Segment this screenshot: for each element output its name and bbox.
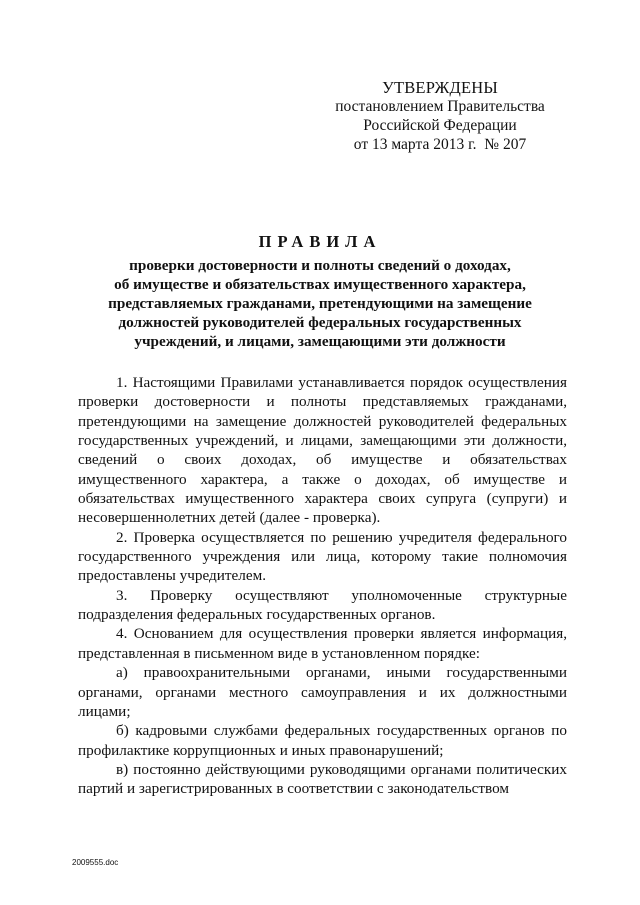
file-name-footer: 2009555.doc — [72, 858, 119, 867]
paragraph-1: 1. Настоящими Правилами устанавливается порядок осуществления проверки достоверности и полноты представляемых гражданами, претендующими на замещение должностей руководителей федеральных государственных учреждений, и лицами, замещающими эти должности, сведений о своих доходах, об имуществе и обязательствах имущественного характера, а также о доходах, об имуществе и обязательствах имущественного характера своих супруга (супруги) и несовершеннолетних детей (далее - проверка). — [78, 374, 567, 527]
paragraph-4b: б) кадровыми службами федеральных государственных органов по профилактике коррупционных и иных правонарушений; — [78, 722, 567, 759]
paragraph-4: 4. Основанием для осуществления проверки является информация, представленная в письменном виде в установленном порядке: — [78, 625, 567, 662]
approval-block — [330, 78, 550, 154]
paragraph-4v: в) постоянно действующими руководящими органами политических партий и зарегистрированных в соответствии с законодательством — [78, 760, 567, 798]
paragraph-3: 3. Проверку осуществляют уполномоченные структурные подразделения федеральных государственных органов. — [78, 586, 567, 624]
subtitle-line: должностей руководителей федеральных государственных — [118, 314, 522, 331]
subtitle-line: учреждений, и лицами, замещающими эти должности — [134, 333, 506, 350]
approval-heading: УТВЕРЖДЕНЫ — [382, 78, 498, 97]
approval-line-1: постановлением Правительства — [335, 98, 545, 115]
subtitle-line: проверки достоверности и полноты сведений о доходах, — [129, 257, 511, 274]
paragraph-2: 2. Проверка осуществляется по решению учредителя федерального государственного учреждения или лица, которому такие полномочия предоставлены учредителем. — [78, 528, 567, 585]
document-title: ПРАВИЛА — [258, 232, 382, 251]
approval-line-2: Российской Федерации — [363, 117, 517, 134]
approval-line-3: от 13 марта 2013 г. № 207 — [353, 136, 527, 153]
document-subtitle — [60, 256, 580, 351]
paragraph-4a: а) правоохранительными органами, иными государственными органами, органами местного самоуправления и их должностными лицами; — [78, 664, 567, 720]
subtitle-line: об имуществе и обязательствах имущественного характера, — [114, 276, 526, 293]
subtitle-line: представляемых гражданами, претендующими на замещение — [108, 295, 532, 312]
document-body — [78, 373, 567, 799]
